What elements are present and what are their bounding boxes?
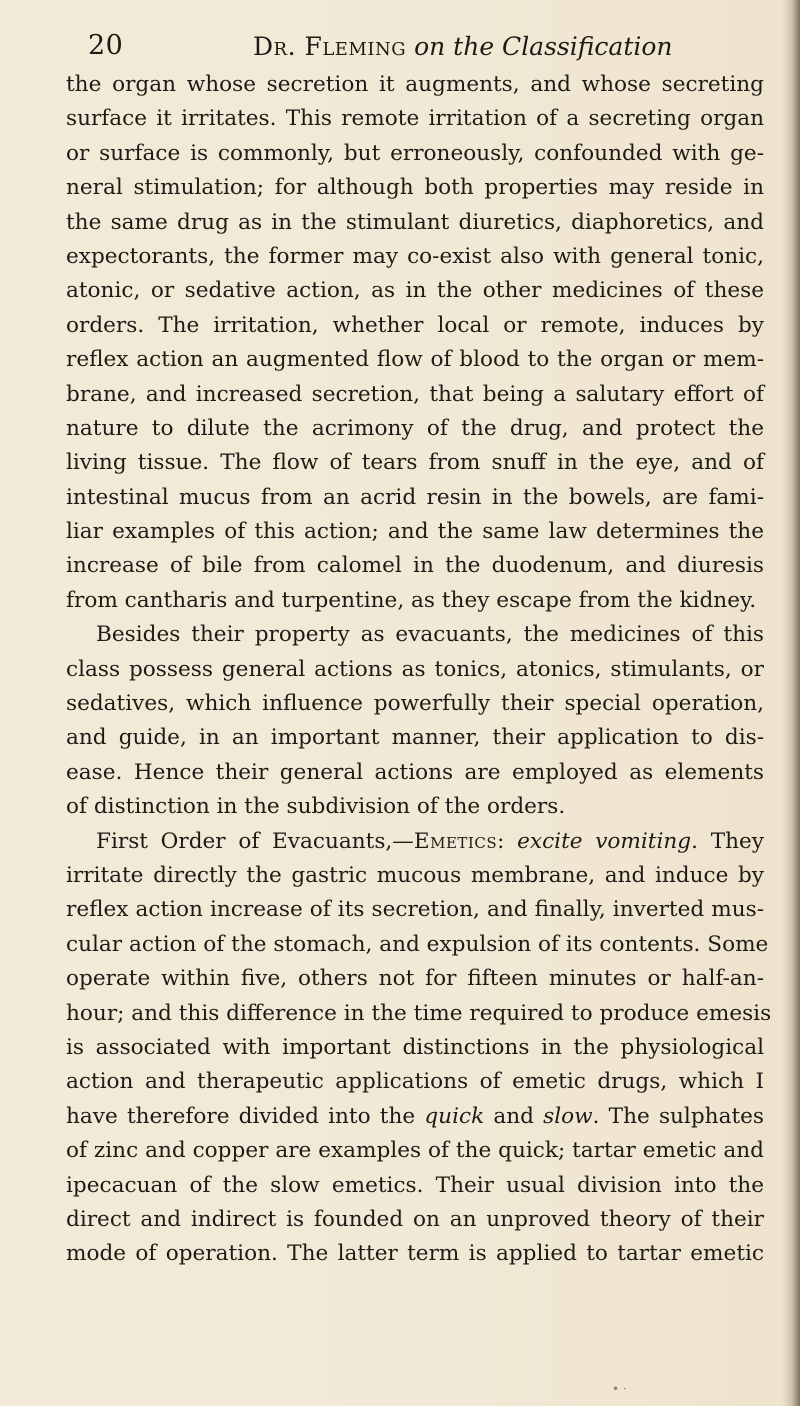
page-header — [88, 30, 778, 70]
text-line: ease. Hence their general actions are employed as elements — [66, 759, 764, 785]
text-line: direct and indirect is founded on an unproved theory of their — [66, 1206, 764, 1232]
running-head-prefix: on — [414, 32, 446, 61]
emetics-heading: Emetics — [413, 828, 498, 854]
first-order-colon: : — [497, 828, 518, 854]
text-line: from cantharis and turpentine, as they escape from the kidney. — [66, 587, 757, 613]
text-line: expectorants, the former may co-exist also with general tonic, — [66, 243, 764, 269]
page-edge-shadow — [782, 0, 800, 1406]
text-line: ipecacuan of the slow emetics. Their usual division into the — [66, 1172, 764, 1198]
quick-line-lead: have therefore divided into the — [66, 1103, 425, 1129]
text-line: of zinc and copper are examples of the quick; tartar emetic and — [66, 1138, 764, 1164]
text-line: irritate directly the gastric mucous membrane, and induce by — [66, 862, 764, 888]
text-line: atonic, or sedative action, as in the other medicines of these — [66, 278, 764, 304]
text-line: reflex action increase of its secretion, and finally, inverted mus- — [66, 897, 764, 923]
text-line: liar examples of this action; and the same law determines the — [66, 519, 764, 545]
printer-mark: • · — [612, 1382, 627, 1396]
running-head-title: the Classification — [453, 32, 673, 61]
text-line: surface it irritates. This remote irritation of a secreting organ — [66, 106, 764, 132]
text-line: mode of operation. The latter term is applied to tartar emetic — [66, 1241, 764, 1267]
text-line: is associated with important distinctions in the physiological — [66, 1034, 764, 1060]
excite-vomiting-phrase: excite vomiting — [517, 828, 692, 854]
text-line: the same drug as in the stimulant diuretics, diaphoretics, and — [66, 209, 764, 235]
text-line: neral stimulation; for although both properties may reside in — [66, 175, 764, 201]
text-line: class possess general actions as tonics, atonics, stimulants, or — [66, 656, 764, 682]
text-line-first-order — [66, 825, 764, 859]
first-order-lead: First Order of Evacuants,— — [96, 828, 414, 854]
text-line-quick-slow — [66, 1100, 764, 1134]
paragraph-2 — [66, 618, 764, 824]
text-line: hour; and this difference in the time required to produce emesis — [66, 1000, 772, 1026]
text-line: operate within five, others not for fifteen minutes or half-an- — [66, 966, 764, 992]
text-line: nature to dilute the acrimony of the drug, and protect the — [66, 415, 764, 441]
text-line: or surface is commonly, but erroneously, confounded with ge- — [66, 140, 764, 166]
text-line: of distinction in the subdivision of the orders. — [66, 794, 566, 820]
first-order-tail: . They — [691, 828, 764, 854]
paragraph-1 — [66, 68, 764, 618]
body-text — [66, 68, 772, 1272]
text-line: reflex action an augmented flow of blood to the organ or mem- — [66, 347, 764, 373]
text-line: the organ whose secretion it augments, and whose secreting — [66, 72, 764, 97]
page-number: 20 — [88, 30, 124, 61]
paragraph-3 — [66, 825, 772, 1272]
text-line: orders. The irritation, whether local or remote, induces by — [66, 312, 764, 338]
text-line: living tissue. The flow of tears from snuff in the eye, and of — [66, 450, 764, 476]
text-line: intestinal mucus from an acrid resin in the bowels, are fami- — [66, 484, 764, 510]
text-line: sedatives, which influence powerfully their special operation, — [66, 691, 764, 717]
text-line: Besides their property as evacuants, the medicines of this — [96, 622, 764, 648]
running-head-author: Dr. Fleming — [253, 32, 407, 61]
text-line: cular action of the stomach, and expulsion of its contents. Some — [66, 931, 769, 957]
quick-word: quick — [424, 1103, 485, 1129]
text-line: increase of bile from calomel in the duodenum, and diuresis — [66, 553, 764, 579]
text-line: and guide, in an important manner, their application to dis- — [66, 725, 764, 751]
running-head — [253, 32, 673, 61]
text-line: action and therapeutic applications of emetic drugs, which I — [66, 1069, 764, 1095]
slow-word: slow — [543, 1103, 593, 1129]
quick-line-tail: . The sulphates — [592, 1103, 764, 1129]
quick-line-mid: and — [484, 1103, 544, 1129]
text-line: brane, and increased secretion, that being a salutary effort of — [66, 381, 764, 407]
